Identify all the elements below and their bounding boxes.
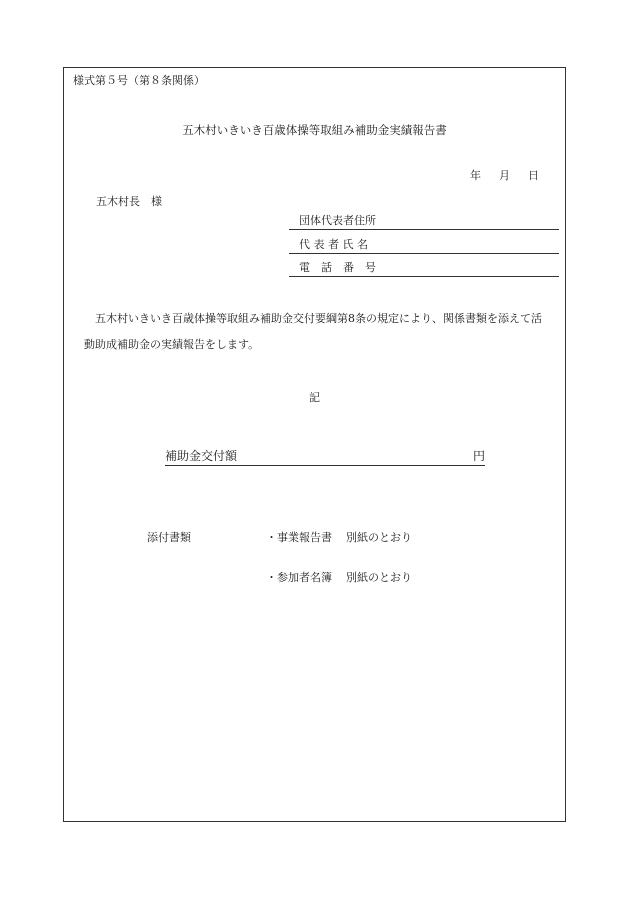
phone-field[interactable] [289,260,559,277]
address-field-label: 団体代表者住所 [299,214,376,227]
attachments-label: 添付書類 [147,531,191,544]
phone-field-label: 電 話 番 号 [299,261,376,274]
attachment-name: ・事業報告書 [266,531,332,544]
date-month: 月 [499,169,510,182]
form-number: 様式第５号（第８条関係） [73,74,205,87]
amount-field[interactable] [165,448,485,466]
representative-name-field[interactable] [289,237,559,254]
amount-label: 補助金交付額 [165,449,238,463]
attachment-item [266,531,412,545]
date-day: 日 [528,169,539,182]
attachment-item [266,571,412,585]
representative-name-label: 代 表 者 氏 名 [299,238,368,251]
addressee: 五木村長 様 [96,195,162,208]
amount-unit: 円 [472,449,485,463]
attachment-note: 別紙のとおり [346,531,412,544]
address-field[interactable] [289,213,559,230]
form-frame [63,67,566,822]
body-text: 五木村いきいき百歳体操等取組み補助金交付要綱第8条の規定により、関係書類を添えて活動助成補助金の実績報告をします。 [84,312,542,351]
attachment-note: 別紙のとおり [346,571,412,584]
document-title: 五木村いきいき百歳体操等取組み補助金実績報告書 [182,123,447,137]
date-line [452,169,539,183]
ki-heading: 記 [309,391,320,404]
attachment-name: ・参加者名簿 [266,571,332,584]
date-year: 年 [470,169,481,182]
